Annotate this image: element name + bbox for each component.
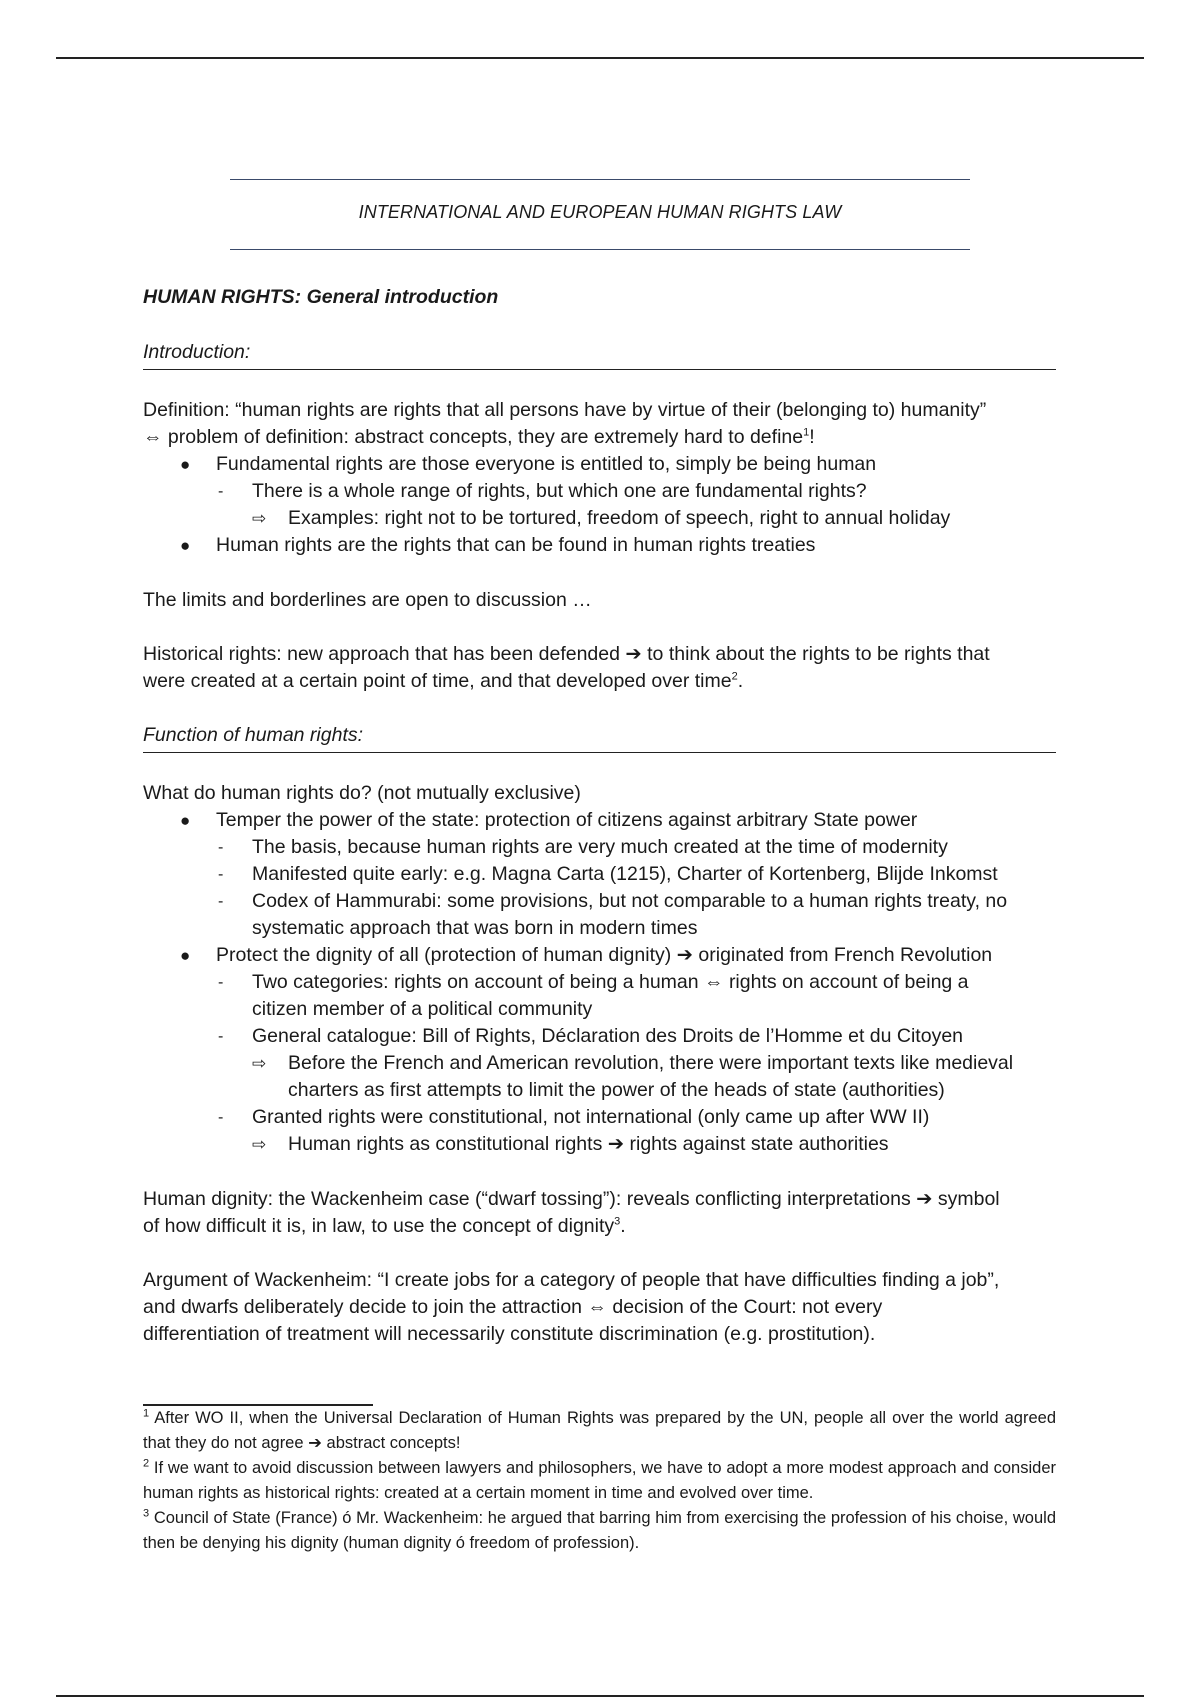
dash-icon: - bbox=[218, 483, 224, 500]
list-item: Manifested quite early: e.g. Magna Carta (1215), Charter of Kortenberg, Blijde Inkomst bbox=[252, 863, 998, 885]
dash-icon: - bbox=[218, 893, 224, 910]
arrow-icon: ⇨ bbox=[252, 509, 267, 528]
dash-icon: - bbox=[218, 1028, 224, 1045]
main-heading: HUMAN RIGHTS: General introduction bbox=[143, 286, 499, 308]
dignity-line-1: Human dignity: the Wackenheim case (“dwarf tossing”): reveals conflicting interpretations ➔ symbol bbox=[143, 1188, 1000, 1210]
bullet-icon: ● bbox=[180, 946, 191, 965]
list-item-continuation: systematic approach that was born in modern times bbox=[252, 917, 698, 939]
definition-line-1: Definition: “human rights are rights that all persons have by virtue of their (belonging to) humanity” bbox=[143, 399, 987, 421]
function-question: What do human rights do? (not mutually exclusive) bbox=[143, 782, 581, 804]
title-top-rule bbox=[230, 179, 970, 180]
argument-line-3: differentiation of treatment will necessarily constitute discrimination (e.g. prostitution). bbox=[143, 1323, 876, 1345]
historical-line-2: were created at a certain point of time, and that developed over time$^2$. bbox=[143, 670, 744, 692]
definition-line-2: ⇔ problem of definition: abstract concepts, they are extremely hard to define$^1$! bbox=[143, 426, 815, 448]
list-item: Two categories: rights on account of being a human ⇔ rights on account of being a bbox=[252, 971, 969, 993]
arrow-icon: ⇨ bbox=[252, 1135, 267, 1154]
title-bottom-rule bbox=[230, 249, 970, 250]
list-item-continuation: citizen member of a political community bbox=[252, 998, 593, 1020]
limits-paragraph: The limits and borderlines are open to discussion … bbox=[143, 589, 592, 611]
list-item: Temper the power of the state: protection of citizens against arbitrary State power bbox=[216, 809, 918, 831]
document-title: INTERNATIONAL AND EUROPEAN HUMAN RIGHTS LAW bbox=[358, 202, 842, 222]
list-item: General catalogue: Bill of Rights, Déclaration des Droits de l’Homme et du Citoyen bbox=[252, 1025, 964, 1047]
list-item: There is a whole range of rights, but which one are fundamental rights? bbox=[252, 480, 867, 502]
list-item: Granted rights were constitutional, not international (only came up after WW II) bbox=[252, 1106, 930, 1128]
dash-icon: - bbox=[218, 839, 224, 856]
section-heading-function: Function of human rights: bbox=[143, 724, 364, 746]
argument-line-2: and dwarfs deliberately decide to join the attraction ⇔ decision of the Court: not every bbox=[143, 1296, 883, 1318]
list-item: Protect the dignity of all (protection of human dignity) ➔ originated from French Revolution bbox=[216, 944, 993, 966]
footnote-1: $^1$ After WO II, when the Universal Declaration of Human Rights was prepared by the UN, people all over the world agreed that they do not agree ➔ abstract concepts! bbox=[143, 1407, 1056, 1452]
list-item: Human rights as constitutional rights ➔ rights against state authorities bbox=[288, 1133, 889, 1155]
argument-line-1: Argument of Wackenheim: “I create jobs for a category of people that have difficulties finding a job”, bbox=[143, 1269, 1000, 1291]
footnote-2: $^2$ If we want to avoid discussion between lawyers and philosophers, we have to adopt a more modest approach and consider human rights as historical rights: created at a certain moment in time and evolved over time. bbox=[143, 1457, 1056, 1502]
dignity-line-2: of how difficult it is, in law, to use the concept of dignity$^3$. bbox=[143, 1215, 626, 1237]
dash-icon: - bbox=[218, 1109, 224, 1126]
list-item: Fundamental rights are those everyone is entitled to, simply be being human bbox=[216, 453, 877, 475]
page-top-rule bbox=[56, 57, 1144, 59]
bullet-icon: ● bbox=[180, 811, 191, 830]
section-heading-introduction: Introduction: bbox=[143, 341, 251, 363]
footnote-3: $^3$ Council of State (France) ó Mr. Wackenheim: he argued that barring him from exercising the profession of his choise, would then be denying his dignity (human dignity ó freedom of profession). bbox=[143, 1507, 1056, 1552]
list-item: Examples: right not to be tortured, freedom of speech, right to annual holiday bbox=[288, 507, 951, 529]
arrow-icon: ⇨ bbox=[252, 1054, 267, 1073]
list-item: Before the French and American revolution, there were important texts like medieval bbox=[288, 1052, 1014, 1074]
historical-line-1: Historical rights: new approach that has been defended ➔ to think about the rights to be rights that bbox=[143, 643, 990, 665]
section-rule-introduction bbox=[143, 369, 1056, 370]
bullet-icon: ● bbox=[180, 455, 191, 474]
section-rule-function bbox=[143, 752, 1056, 753]
list-item: Codex of Hammurabi: some provisions, but not comparable to a human rights treaty, no bbox=[252, 890, 1008, 912]
dash-icon: - bbox=[218, 866, 224, 883]
list-item: Human rights are the rights that can be found in human rights treaties bbox=[216, 534, 816, 556]
list-item-continuation: charters as first attempts to limit the power of the heads of state (authorities) bbox=[288, 1079, 945, 1101]
page-bottom-rule bbox=[56, 1695, 1144, 1697]
bullet-icon: ● bbox=[180, 536, 191, 555]
dash-icon: - bbox=[218, 974, 224, 991]
list-item: The basis, because human rights are very much created at the time of modernity bbox=[252, 836, 948, 858]
